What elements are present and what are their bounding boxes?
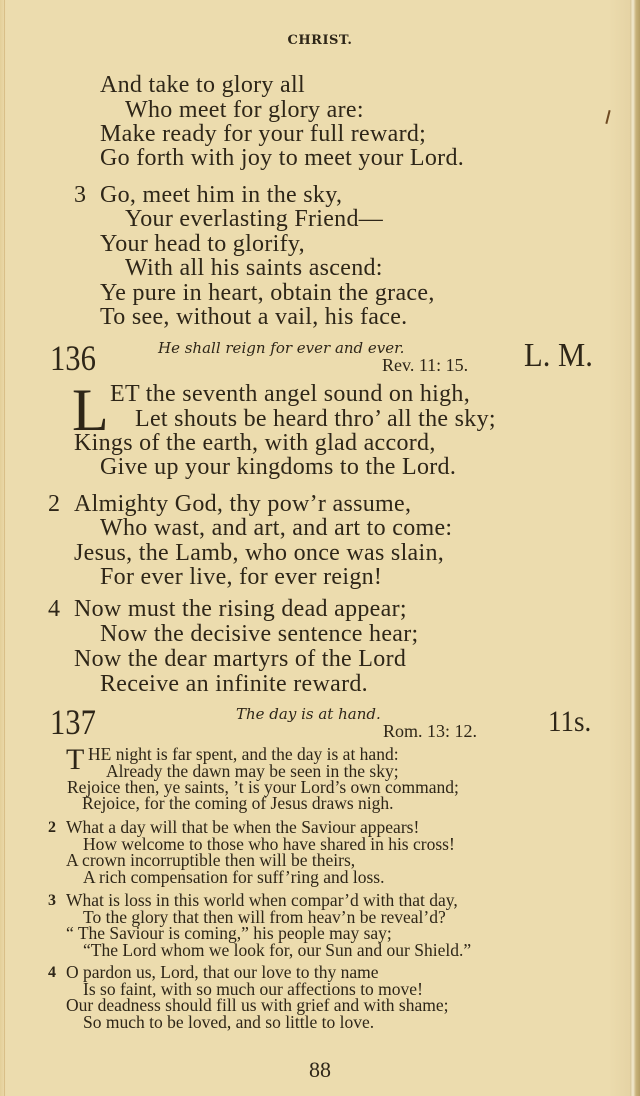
verse-line: Is so faint, with so much our affections to move! [83,979,423,999]
verse-line: Make ready for your full reward; [100,121,427,147]
page-edge-right [630,0,640,1096]
verse-line: Receive an infinite reward. [100,671,368,697]
verse-line: Jesus, the Lamb, who once was slain, [74,540,445,566]
drop-cap: L [72,377,109,443]
verse-line: Let shouts be heard thro’ all the sky; [135,406,496,432]
ink-mark [605,110,610,124]
verse-line: Our deadness should fill us with grief and with shame; [66,995,449,1015]
verse-line: With all his saints ascend: [125,255,383,281]
verse-line: A crown incorruptible then will be theirs, [66,850,356,870]
verse-number: 4 [48,964,56,981]
verse-line: O pardon us, Lord, that our love to thy name [66,962,379,982]
hymn-meter: 11s. [548,705,592,738]
verse-line: How welcome to those who have shared in his cross! [83,834,455,854]
verse-line: For ever live, for ever reign! [100,564,383,590]
verse-line: “ The Saviour is coming,” his people may say; [66,923,392,943]
drop-cap: T [66,743,85,776]
verse-line: Go, meet him in the sky, [100,182,343,208]
verse-line: Rejoice, for the coming of Jesus draws nigh. [82,793,394,813]
verse-number: 2 [48,819,56,836]
verse-line: Give up your kingdoms to the Lord. [100,454,457,480]
verse-line: To see, without a vail, his face. [100,304,408,330]
verse-line: A rich compensation for suff’ring and loss. [83,867,385,887]
verse-line: Already the dawn may be seen in the sky; [106,761,399,781]
verse-line: Go forth with joy to meet your Lord. [100,145,465,171]
verse-line: Now the decisive sentence hear; [100,621,419,647]
verse-number: 3 [74,182,86,208]
verse-line: What a day will that be when the Saviour appears! [66,817,420,837]
verse-line: “The Lord whom we look for, our Sun and our Shield.” [83,940,472,960]
verse-number: 3 [48,892,56,909]
hymn-subject: He shall reign for ever and ever. [158,339,405,357]
verse-line: Now must the rising dead appear; [74,596,407,622]
verse-line: Kings of the earth, with glad accord, [74,430,436,456]
hymn-meter: L. M. [524,337,593,374]
hymn-number: 137 [50,702,96,742]
verse-line: HE night is far spent, and the day is at hand: [88,744,399,764]
verse-line: Your head to glorify, [100,231,305,257]
verse-line: Who meet for glory are: [125,97,364,123]
hymn-number: 136 [50,338,96,378]
page-edge-left [4,0,5,1096]
page-number: 88 [309,1057,331,1082]
verse-line: And take to glory all [100,72,305,98]
verse-line: Your everlasting Friend— [125,206,384,232]
verse-number: 2 [48,491,60,517]
verse-line: To the glory that then will from heav’n be reveal’d? [83,907,446,927]
verse-line: Who wast, and art, and art to come: [100,515,453,541]
verse-number: 4 [48,596,60,622]
verse-line: ET the seventh angel sound on high, [110,381,470,407]
verse-line: What is loss in this world when compar’d with that day, [66,890,458,910]
verse-line: Now the dear martyrs of the Lord [74,646,407,672]
verse-line: So much to be loved, and so little to love. [83,1012,375,1032]
running-head: CHRIST. [287,33,353,48]
verse-line: Ye pure in heart, obtain the grace, [100,280,435,306]
scripture-reference: Rom. 13: 12. [383,721,478,741]
hymn-subject: The day is at hand. [236,705,381,723]
verse-line: Rejoice then, ye saints, ’t is your Lord’s own command; [67,777,459,797]
scripture-reference: Rev. 11: 15. [382,355,469,375]
verse-line: Almighty God, thy pow’r assume, [74,491,412,517]
